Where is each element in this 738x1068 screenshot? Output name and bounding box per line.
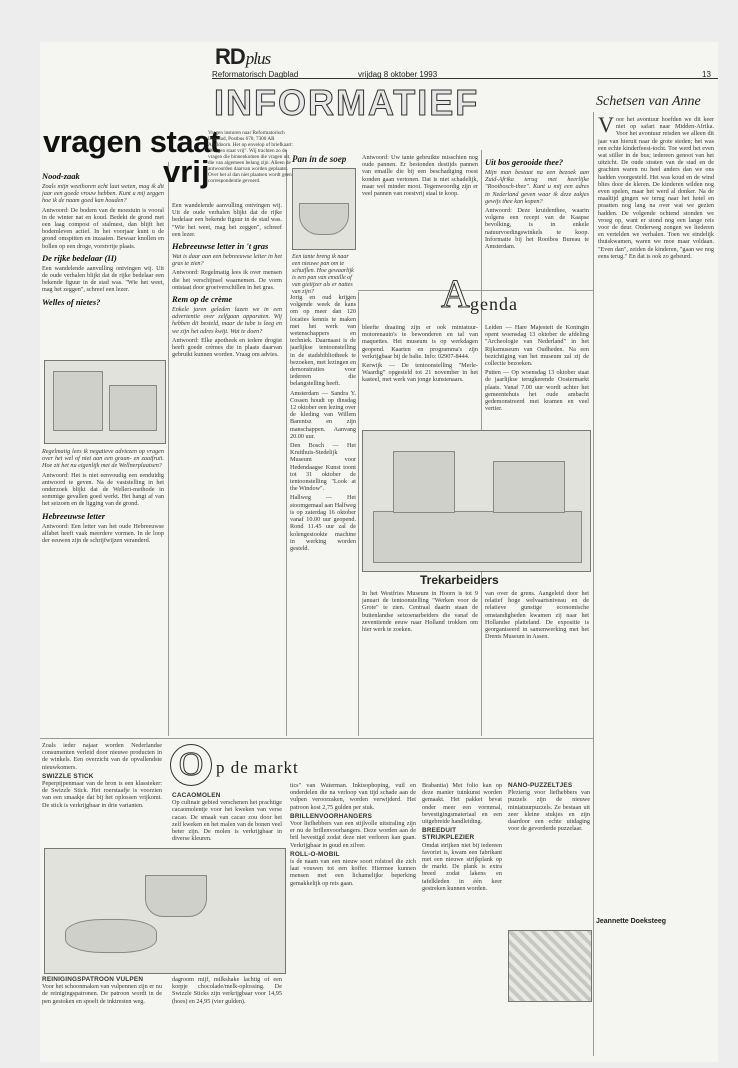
rd-plus-logo: RDplus: [215, 44, 271, 69]
hallweg-item: Hallweg — Het stoomgemaal aan Halfweg is op zaterdag 16 oktober vanaf 10.00 uur geopend. Rond 11.45 uur zal de kolengestookte machine in werking worden gesteld.: [290, 494, 356, 552]
exhibition-column: [290, 294, 356, 736]
leiden-item: Leiden — Hare Majesteit de Koningin opent woensdag 13 oktober de afdeling "Archeologie van Nederland" in het Rijksmuseum van Oudheden. Na een bezichtiging van het museum zal zij de collectie bezoeken.: [485, 324, 589, 368]
q4-answer: Antwoord: Een letter van het oude Hebreeuwse alfabet heeft vaak meerdere vormen. In de loop der eeuwen zijn de schrijfwijzen veranderd.: [42, 522, 164, 545]
pan-caption: Een tante breng ik naar een nieuwe pan om te schuiflen. Hoe gewaarlijk is een pan van emaille of van gietijzer als er nattes van zijn?: [292, 254, 354, 295]
vragen-intro: Vragen insturen naar Reformatorisch Dagblad, Postbus 670, 7300 AR Apeldoorn. Het op envelop of briefkaart: "Vragen staat vrij". Wij trachten zo de vragen die binnenkomen die vragen uit, die van algemeen belang zijn. Alleen de antwoorden daarvan worden geplaatst. Over het al dan niet plaatsen wordt geen correspondentie gevoerd.: [208, 130, 293, 184]
den-bosch-item: Den Bosch — Het Kruithuis-Stedelijk Museum voor Hedendaagse Kunst toont tot 31 oktober de tentoonstelling "Look at the Window".: [290, 442, 356, 493]
markt-intro: Zoals ieder najaar worden Nederlandse consumenten verleid door nieuwe producten in de winkels. Een overzicht van de opvallendste nieuwkomers.: [42, 742, 162, 771]
puzzle-photo: [508, 930, 592, 1002]
vragen-column-1b: [42, 448, 164, 736]
q2-title: De rijke bedelaar (II): [42, 252, 117, 263]
markt-rule: [40, 738, 593, 739]
agenda-column-2: [485, 324, 589, 426]
q3-caption: Regelmatig lees ik negatieve adviezen op vragen over het wel of niet aan een graan- en zaaifruit. Hoe zit het nu eigenlijk met de Wellnerplaatsen?: [42, 448, 164, 470]
markt-col3-text: Brabantia) Met folio kan op deze manier tuinkunst worden gemaakt. Het pakket bevat onder meer een vormmal, bevestigingsmateriaal en een uitgebreide handleiding.: [422, 782, 502, 826]
markt-initial: O: [170, 744, 212, 786]
markt-title: p de markt: [216, 758, 299, 777]
swizzle-text-2: dagroom mijf, milkshake lachtig of een korpje chocolade/melk-oplossing. De Swizzle Sticks zijn verkrijgbaar voor 14,95 (hoes) en 24,95 (vier gulden).: [172, 976, 282, 1005]
q2-answer: Een wandelende aanvulling ontvingen wij. Uit de oude verhalen blijkt dat de rijke bedelaar een bekende figuur in de stad was. "Wie het weet, mag het zeggen", schreef een lezer.: [42, 264, 164, 294]
markt-col2-text: tics" van Waterman. Inktsophoping, vuil en onderdelen die na verloop van tijd schade aan de vulpen veroorzaken, worden verwijderd. Het patroon kost 2,75 gulden per stuk.: [290, 782, 416, 811]
q2-continued: Een wandelende aanvulling ontvingen wij. Uit de oude verhalen blijkt dat de rijke bedelaar een bekende figuur in de stad was. "Wie het weet, mag het zeggen", schreef een lezer.: [172, 202, 282, 238]
brillen-text: Voor liefhebbers van een stijlvolle uitstraling zijn er nu de brillenvoorhangers. Deze worden aan de bril bevestigd zodat deze niet verloren kan gaan. Verkrijgbaar in goud en zilver.: [290, 820, 416, 849]
vragen-column-1a: [42, 168, 164, 348]
newspaper-page: [40, 42, 718, 1062]
markt-column-2a: [172, 792, 282, 848]
masthead-rule: [212, 78, 718, 79]
nano-title: NANO-PUZZELTJES: [508, 782, 573, 789]
nano-text: Plezierig voor liefhebbers van puzzels zijn de nieuwe miniatuurpuzzels. Ze bestaan uit zeer kleine stukjes en zijn daardoor een echte uitdaging voor de gevorderde puzzelaar.: [508, 789, 590, 833]
section-title: INFORMATIEF: [214, 82, 480, 123]
markt-column-4: [422, 782, 502, 1056]
schetsen-dropcap: V: [598, 116, 614, 137]
rooibos-question: Mijn man bestaat na een bezoek aan Zuid-Afrika terug met heerlijke "Rooibosch-thee". Kunt u mij een adres in Nederland geven waar ik deze zakjes gewijs thee kan kopen?: [485, 169, 589, 205]
agenda-initial: A: [441, 271, 470, 316]
schetsen-text: Voor het avontuur hoefden we dit keer niet op safari naar Midden-Afrika. Voor het avontuur reisden we alleen dit jaar van hieruit naar de grote steden; het was een echte kinderfeest-tocht. Toe werd het even wat stiller in de bus; iedereen genoot van het uitzicht. De oude straten van de stad en de grachten waren nu heel anders dan we ons hadden voorgesteld. Het was koud en de wind blies door de kleren. De kinderen wilden nog even spelen, maar het werd al donker. Na de maaltijd gingen we terug naar het hotel en praatten nog lang na over wat we gezien hadden. De volgende ochtend stonden we vroeg op, want er stond nog een lange reis voor de deur. Onderweg zongen we liederen en vertelden we verhalen. Toen we eindelijk thuiskwamen, waren we moe maar voldaan. "Even dan", zeiden de kinderen, "gaan we nog eens terug." En dat is ook zo gebeurd.: [598, 116, 714, 260]
exhibition-text: Jorig en oud krijgen volgende week de kans om op meer dan 120 locaties kennis te maken met het werk van wetenschappers en techniek. Daarnaast is de jaarlijkse tentoonstelling in de stadsbibliotheek te bezoeken, met lezingen en demonstraties voor iedereen die belangstelling heeft.: [290, 294, 356, 388]
welles-illustration: [44, 360, 166, 444]
reiniging-title: REINIGINGSPATROON VULPEN: [42, 976, 144, 983]
kerwijk-item: Kerwijk — De tentoonstelling "Merle-Waardig" opgesteld tot 21 november in het kasteel, met werk van jonge kunstenaars.: [362, 362, 478, 384]
trekarbeiders-engraving: [362, 430, 591, 572]
q1-answer: Antwoord: De bodem van de moestuin is vooral in de winter nat en koud. Bedekt de grond met een laag compost of stalmest, dan blijft het bodemleven actief. In het voorjaar kunt u de grond omspitten en inzaaien. Bewaar knollen en bollen op een droge, vorstvrije plaats.: [42, 206, 164, 250]
q5-title: Hebreeuwse letter in 't gras: [172, 241, 269, 252]
swizzle-photo: [44, 848, 286, 974]
rooibos-column: [485, 154, 589, 284]
vragen-column-2: [172, 202, 282, 736]
swizzle-title: SWIZZLE STICK: [42, 772, 94, 780]
agenda-title: genda: [470, 294, 518, 314]
rooibos-title: Uit bos gerooide thee?: [485, 157, 564, 167]
schetsen-title: Schetsen van Anne: [596, 94, 701, 109]
schetsen-column: [598, 116, 714, 1056]
q6-question: Enkele jaren geleden lazen we in een advertentie over zelfgaan apparaten. Wij hebben dit besteld, maar de tube is leeg en we zijn het adres kwijt. Wat te doen?: [172, 306, 282, 335]
brillen-title: BRILLENVOORHANGERS: [290, 812, 373, 820]
cacao-text: Op culinair gebied verschenen het prachtige cacaomolentje voor het kweken van verse cacao. De smaak van cacao zou door het zelf kweken en het malen van de bonen veel beter zijn. De molen is verkrijgbaar in diverse kleuren.: [172, 799, 282, 843]
breed-title: BREEDUIT STRIJKPLEZIER: [422, 827, 475, 842]
column-rule: [593, 112, 594, 1056]
q1-question: Zoals mijn weethoren echt laat weten, mag ik dit jaar een goede vrouw hebben. Kunt u mij zeggen hoe ik de naam goed kan houden?: [42, 183, 164, 205]
trekarbeiders-text-2: van over de grens. Aangeleid door het relatief hoge welvaartsniveau en de relatieve gunstige economische omstandigheden kwamen zij naar het Hollandse platteland. De expositie is georganiseerd in samenwerking met het Drents Museum in Assen.: [485, 590, 589, 641]
rollo-title: ROLL-O-MOBIL: [290, 850, 340, 858]
q1-title: Nood-zaak: [42, 171, 80, 181]
reiniging-text: Voor het schoonmaken van vulpennen zijn er nu de reinigingspatronen. De patroon wordt in de pen gestoken en spoelt de inktresten weg.: [42, 983, 162, 1005]
amsterdam-item: Amsterdam — Sandra Y. Cossen houdt op dinsdag 12 oktober een lezing over de kleding van Willem Barentsz en zijn manschappen. Aanvang 20.00 uur.: [290, 389, 356, 440]
breed-text: Omdat strijken niet bij iedereen favoriet is, kwam een fabrikant met een nieuwe strijkplank op de markt. De plank is extra breed zodat lakens en tafelkleden in één keer gestreken kunnen worden.: [422, 841, 502, 892]
trekarbeiders-column-1: [362, 590, 478, 736]
column-rule: [358, 292, 359, 736]
markt-column-3: [290, 782, 416, 1056]
cacao-title: CACAOMOLEN: [172, 792, 221, 799]
trekarbeiders-title: Trekarbeiders: [420, 573, 499, 587]
agenda-column-1: [362, 324, 478, 426]
agenda-museum: bleefte draaiing zijn er ook miniatuur-motorenauto's te bewonderen en tal van maquettes. Het museum is op werkdagen geopend. Kaarten en programma's zijn verkrijgbaar bij de balie. Info: 02907-8444.: [362, 324, 478, 360]
pan-title: Pan in de soep: [292, 154, 347, 164]
q4-title: Hebreeuwse letter: [42, 510, 106, 521]
q3-title: Welles of nietes?: [42, 296, 101, 307]
q5-question: Wat is daar aan een hebreeuwse letter in het gras te zien?: [172, 253, 282, 268]
pan-illustration: [292, 168, 356, 250]
pan-answer-column: [362, 154, 478, 284]
markt-author: Jeannette Doeksteeg: [596, 918, 667, 925]
rollo-text: is de naam van een nieuw soort rolstoel die zich laat vouwen tot een koffer. Hiermee kunnen mensen met een lichamelijke beperking gemakkelijk op reis gaan.: [290, 858, 416, 887]
vrij-title: vrij: [163, 154, 210, 189]
rooibos-answer: Antwoord: Deze kruidenthee, waarin volgens een recept van de Kaapse bevolking, is in enkele natuurvoedingswinkels te koop. Informatie bij het Rooibos Bureau te Amsterdam.: [485, 207, 589, 251]
q6-answer: Antwoord: Elke apotheek en iedere drogist heeft goede crèmes die in plaats daarvan gebruikt kunnen worden. Vraag om advies.: [172, 336, 282, 359]
swizzle-text: Peperpijpenmaar van de bron is een klassieker: de Swizzle Stick. Het roerstaafje is voorzien van een smaakje dat bij het oplossen vrijkomt. De stick is verkrijgbaar in drie varianten.: [42, 780, 162, 809]
q3-answer: Antwoord: Het is niet eenvoudig een eenduidig antwoord te geven. Na de vaststelling in het onderzoek blijkt dat de Welleri-methode in sommige gevallen goed werkt. Het hangt af van het seizoen en de ligging van de grond.: [42, 471, 164, 508]
putten-item: Putten — Op woensdag 13 oktober staat de jaarlijkse terugkerende Oostermarkt plaats. Vanaf 7.00 uur wordt achter het gemeentehuis het oude ambacht gedemonstreerd met kramen en veel vertier.: [485, 369, 589, 413]
paper-name: Reformatorisch Dagblad: [212, 70, 299, 79]
markt-column-2b: [172, 976, 282, 1056]
column-rule: [168, 162, 169, 736]
q6-title: Rem op de crème: [172, 294, 233, 305]
trekarbeiders-column-2: [485, 590, 589, 736]
markt-column-1b: [42, 976, 162, 1056]
markt-column-5: [508, 782, 590, 912]
q5-answer: Antwoord: Regelmatig lees ik over mensen die het verschijnsel waarnemen. De vorm ontstaat door groeiverschillen in het gras.: [172, 269, 282, 291]
trekarbeiders-text-1: In het Westfries Museum in Hoorn is tot 9 januari de tentoonstelling "Werken voor de Grote" te zien. Centraal daarin staan de buitenlandse seizoenarbeiders die vanaf de zeventiende eeuw naar Holland trokken om hier werk te zoeken.: [362, 590, 478, 634]
page-number: 13: [702, 70, 711, 79]
issue-date: vrijdag 8 oktober 1993: [358, 70, 438, 79]
agenda-rule: [358, 290, 593, 291]
masthead: [40, 44, 718, 78]
pan-answer: Antwoord: Uw tante gebruikte misschien nog oude pannen. Er bestonden destijds pannen van emaille die bij een beschadiging roest konden gaan vertonen. Dat is niet schadelijk, maar wel minder mooi. Tegenwoordig zijn er veel pannen van roestvrij staal te koop.: [362, 154, 478, 198]
column-rule: [286, 150, 287, 736]
vragen-title: vragen staat: [43, 124, 220, 159]
markt-column-1: [42, 742, 162, 842]
